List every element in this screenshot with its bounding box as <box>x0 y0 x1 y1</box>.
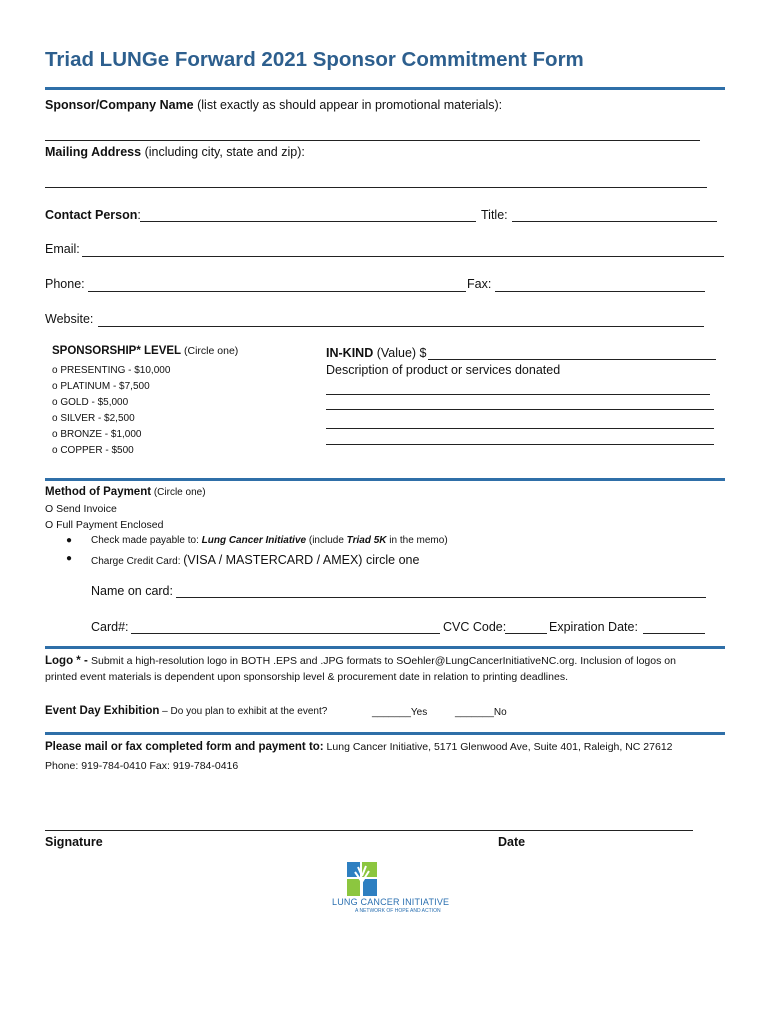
inkind-description-line-3[interactable] <box>326 428 714 429</box>
level-option-gold[interactable]: o GOLD - $5,000 <box>52 396 129 408</box>
org-logo-tagline: A NETWORK OF HOPE AND ACTION <box>355 908 441 914</box>
logo-divider <box>45 646 725 649</box>
check-mid: (include <box>306 535 347 546</box>
exhibition-question-text: – Do you plan to exhibit at the event? <box>159 706 328 717</box>
card-types[interactable]: (VISA / MASTERCARD / AMEX) circle one <box>183 553 420 567</box>
check-payee: Lung Cancer Initiative <box>201 535 307 546</box>
inkind-value-field[interactable] <box>428 359 716 360</box>
exhibit-yes-option[interactable]: _______Yes <box>372 707 428 718</box>
name-on-card-label: Name on card: <box>91 584 173 598</box>
mailing-address-label-text: Mailing Address <box>45 145 142 159</box>
website-label: Website: <box>45 312 94 326</box>
org-logo-name: LUNG CANCER INITIATIVE <box>332 897 450 907</box>
lung-cancer-initiative-logo <box>347 862 377 901</box>
sponsor-name-hint: (list exactly as should appear in promotional materials): <box>193 98 503 112</box>
title-divider <box>45 87 725 90</box>
phone-field[interactable] <box>88 291 466 292</box>
logo-label: Logo * - <box>45 655 91 667</box>
signature-line[interactable] <box>45 830 693 831</box>
exhibition-label: Event Day Exhibition <box>45 705 160 717</box>
mailing-address-field[interactable] <box>45 187 707 188</box>
check-memo: Triad 5K <box>346 535 387 546</box>
inkind-label <box>326 346 426 360</box>
expiration-field[interactable] <box>643 633 705 634</box>
cvc-field[interactable] <box>505 633 547 634</box>
inkind-description-line-1[interactable] <box>326 394 710 395</box>
mailing-address-hint: (including city, state and zip): <box>141 145 305 159</box>
sponsor-name-field[interactable] <box>45 140 700 141</box>
logo-text-1: Submit a high-resolution logo in BOTH .EPS and .JPG formats to SOehler@LungCancerInitiativeNC.org. Inclusion of logos on <box>91 655 676 667</box>
payment-method-hint: (Circle one) <box>151 487 206 498</box>
mailing-address-label <box>45 145 305 159</box>
contact-person-label-text: Contact Person <box>45 208 138 222</box>
bullet-icon: ● <box>66 535 73 546</box>
check-prefix: Check made payable to: <box>91 535 202 546</box>
mail-label: Please mail or fax completed form and payment to: <box>45 741 324 753</box>
inkind-description-line-2[interactable] <box>326 409 714 410</box>
level-option-bronze[interactable]: o BRONZE - $1,000 <box>52 428 142 440</box>
cvc-label: CVC Code: <box>443 620 507 634</box>
title-label: Title: <box>481 208 508 222</box>
mail-instructions <box>45 741 673 753</box>
inkind-description-label: Description of product or services donated <box>326 363 561 377</box>
name-on-card-field[interactable] <box>176 597 706 598</box>
tree-logo-icon <box>347 862 377 896</box>
contact-person-colon: : <box>137 208 141 222</box>
card-prefix: Charge Credit Card: <box>91 556 184 567</box>
level-option-copper[interactable]: o COPPER - $500 <box>52 444 134 456</box>
payment-method-label-text: Method of Payment <box>45 486 152 498</box>
date-label: Date <box>498 835 526 849</box>
contact-person-field[interactable] <box>140 221 476 222</box>
bullet-icon: ● <box>66 553 73 564</box>
mail-address: Lung Cancer Initiative, 5171 Glenwood Ave, Suite 401, Raleigh, NC 27612 <box>323 741 673 753</box>
fax-field[interactable] <box>495 291 705 292</box>
inkind-label-text: IN-KIND <box>326 346 374 360</box>
charge-card-text <box>91 551 419 569</box>
card-number-label: Card#: <box>91 620 129 634</box>
website-field[interactable] <box>98 326 704 327</box>
sponsorship-level-hint: (Circle one) <box>181 345 239 357</box>
full-payment-option[interactable]: O Full Payment Enclosed <box>45 519 164 531</box>
logo-instructions-line-2: printed event materials is dependent upon sponsorship level & procurement date in relation to printing deadlines. <box>45 671 568 683</box>
contact-person-label <box>45 208 141 222</box>
exhibit-no-option[interactable]: _______No <box>455 707 507 718</box>
form-title: Triad LUNGe Forward 2021 Sponsor Commitment Form <box>45 48 584 71</box>
sponsor-name-label <box>45 98 502 112</box>
fax-label: Fax: <box>467 277 492 291</box>
check-suffix: in the memo) <box>386 535 448 546</box>
mail-contact: Phone: 919-784-0410 Fax: 919-784-0416 <box>45 760 239 772</box>
level-option-platinum[interactable]: o PLATINUM - $7,500 <box>52 380 150 392</box>
expiration-label: Expiration Date: <box>549 620 638 634</box>
sponsorship-level-list <box>52 363 170 458</box>
check-payable-text <box>91 535 448 546</box>
signature-label: Signature <box>45 835 103 849</box>
send-invoice-option[interactable]: O Send Invoice <box>45 503 117 515</box>
exhibition-question <box>45 705 327 717</box>
email-label: Email: <box>45 242 80 256</box>
mail-divider <box>45 732 725 735</box>
phone-label: Phone: <box>45 277 85 291</box>
sponsorship-level-label <box>52 345 238 357</box>
level-option-presenting[interactable]: o PRESENTING - $10,000 <box>52 365 171 376</box>
email-field[interactable] <box>82 256 724 257</box>
inkind-description-line-4[interactable] <box>326 444 714 445</box>
level-option-silver[interactable]: o SILVER - $2,500 <box>52 412 135 424</box>
inkind-value-hint: (Value) $ <box>373 346 427 360</box>
title-field[interactable] <box>512 221 717 222</box>
logo-instructions-line-1 <box>45 655 676 667</box>
payment-divider <box>45 478 725 481</box>
sponsorship-level-label-text: SPONSORSHIP* LEVEL <box>52 345 182 357</box>
sponsor-name-label-text: Sponsor/Company Name <box>45 98 194 112</box>
card-number-field[interactable] <box>131 633 440 634</box>
payment-method-label <box>45 486 206 498</box>
